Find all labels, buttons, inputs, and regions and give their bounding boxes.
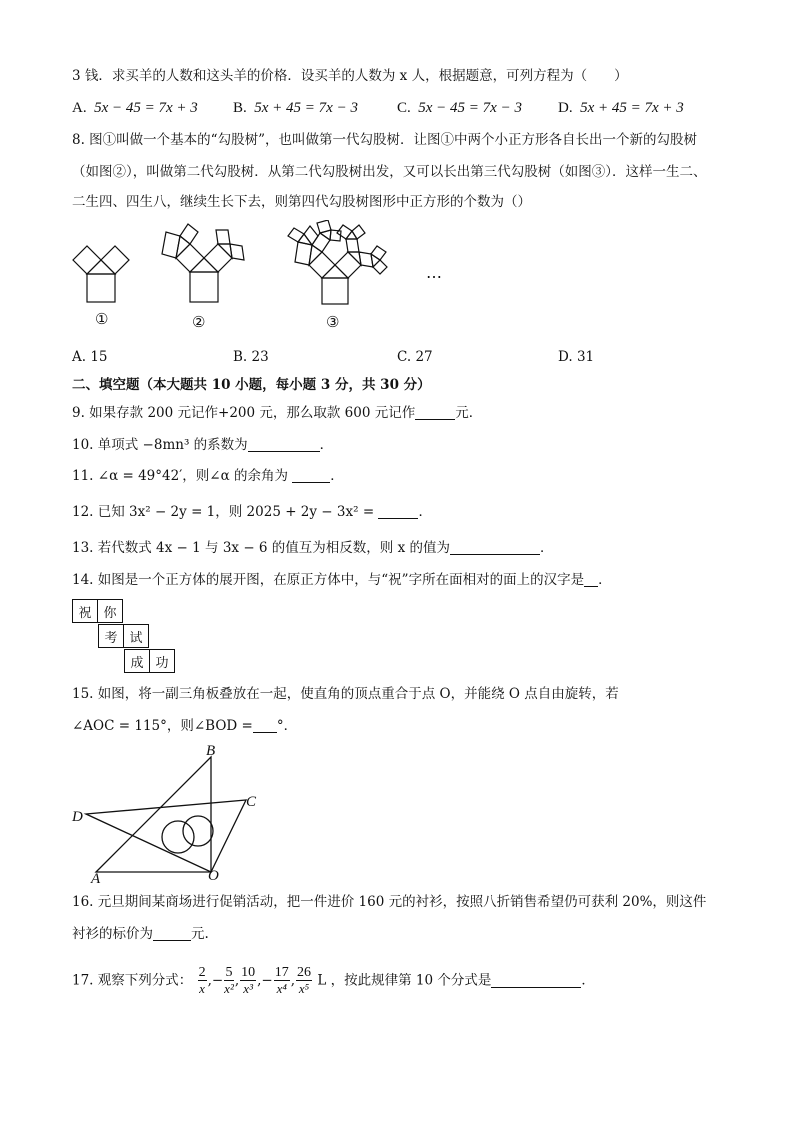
q9: 9. 如果存款 200 元记作+200 元，那么取款 600 元记作 元．	[72, 405, 483, 421]
cube-face: 祝	[73, 600, 98, 623]
q11: 11. ∠α = 49°42′，则∠α 的余角为 ．	[72, 468, 344, 484]
cube-face: 成	[125, 650, 150, 673]
q9-answer-blank[interactable]	[415, 405, 455, 420]
fraction-term: $\frac{2}{x}$	[198, 965, 206, 996]
q12-answer-blank[interactable]	[378, 504, 418, 519]
q16-line-1: 16. 元旦期间某商场进行促销活动，把一件进价 160 元的衬衫，按照八折销售希望仍可获利 20%，则这件	[72, 894, 707, 910]
q8-option-c: C. 27	[397, 349, 433, 365]
q8-option-b: B. 23	[233, 349, 269, 365]
cube-face: 你	[98, 600, 123, 623]
point-label-c: C	[246, 794, 257, 810]
q7-stem: 3 钱．求买羊的人数和这头羊的价格．设买羊的人数为 x 人，根据题意，可列方程为（ ）	[72, 68, 628, 84]
q16-answer-blank[interactable]	[153, 926, 191, 941]
fraction-term: $\frac{10}{\text{x³}}$	[241, 965, 256, 996]
q13: 13. 若代数式 4x − 1 与 3x − 6 的值互为相反数，则 x 的值为 ．	[72, 540, 554, 556]
q7-option-a: A. 5x − 45 = 7x + 3	[72, 100, 198, 116]
figure-label-3: ③	[326, 313, 340, 331]
q15-answer-blank[interactable]	[253, 718, 277, 733]
q14: 14. 如图是一个正方体的展开图，在原正方体中，与“祝”字所在面相对的面上的汉字是 ．	[72, 572, 612, 588]
section-title: 二、填空题（本大题共 10 小题，每小题 3 分，共 30 分）	[72, 377, 431, 393]
tree-generation-3	[288, 220, 387, 304]
q16-line-2: 衬衫的标价为 元.	[72, 926, 209, 942]
q10: 10. 单项式 −8mn³ 的系数为 ．	[72, 437, 334, 453]
point-label-b: B	[206, 743, 216, 759]
point-label-d: D	[72, 809, 83, 825]
q12: 12. 已知 3x² − 2y = 1，则 2025 + 2y − 3x² = ．	[72, 504, 432, 520]
q13-answer-blank[interactable]	[450, 540, 540, 555]
q8-line-1: 8. 图①叫做一个基本的“勾股树”，也叫做第一代勾股树．让图①中两个小正方形各自长出一个新的勾股树	[72, 132, 697, 148]
point-label-o: O	[208, 868, 219, 884]
fraction-term: $\frac{26}{\text{x⁵}}$	[297, 965, 312, 996]
q7-option-c: C. 5x − 45 = 7x − 3	[397, 100, 522, 116]
figure-label-1: ①	[95, 310, 109, 328]
fraction-sign: ,	[290, 972, 296, 989]
cube-face: 考	[99, 625, 124, 648]
q15-line-2: ∠AOC = 115°，则∠BOD = °．	[72, 718, 298, 734]
fraction-term: $\frac{17}{\text{x⁴}}$	[274, 965, 289, 996]
q17: 17. 观察下列分式： $\frac{2}{x}$ ,− $\frac{5}{\text{x²}}$ , $\frac{10}{\text{x³}}$ ,− $\frac{17}{\text{x⁴}}$ , $\frac{26}{\text{x⁵}}$ L ，按此规律第 10 个分式是 ．	[72, 965, 595, 996]
q11-answer-blank[interactable]	[292, 468, 330, 483]
q8-line-3: 二生四、四生八，继续生长下去，则第四代勾股树图形中正方形的个数为（）	[72, 194, 531, 210]
q10-answer-blank[interactable]	[248, 437, 320, 452]
q14-answer-blank[interactable]	[584, 572, 598, 587]
q17-answer-blank[interactable]	[491, 973, 581, 988]
pythagoras-tree-figures	[60, 220, 460, 335]
cube-face: 功	[150, 650, 175, 673]
fraction-sign: ,	[234, 972, 240, 989]
fraction-sign: ,−	[257, 972, 273, 989]
cube-face: 试	[124, 625, 149, 648]
fraction-sign: ,−	[207, 972, 224, 989]
q8-option-d: D. 31	[558, 349, 595, 365]
figure-ellipsis: …	[426, 263, 442, 282]
q7-option-d: D. 5x + 45 = 7x + 3	[558, 100, 684, 116]
triangle-board-figure	[66, 742, 276, 887]
q7-option-b: B. 5x + 45 = 7x − 3	[233, 100, 358, 116]
q15-line-1: 15. 如图，将一副三角板叠放在一起，使直角的顶点重合于点 O，并能绕 O 点自由旋转，若	[72, 686, 619, 702]
tree-generation-1	[73, 246, 129, 302]
q8-option-a: A. 15	[72, 349, 108, 365]
tree-generation-2	[162, 224, 244, 302]
point-label-a: A	[91, 871, 101, 887]
figure-label-2: ②	[192, 313, 206, 331]
q8-line-2: （如图②），叫做第二代勾股树．从第二代勾股树出发，又可以长出第三代勾股树（如图③）．这样一生二、	[72, 164, 707, 180]
fraction-term: $\frac{5}{\text{x²}}$	[224, 965, 234, 996]
